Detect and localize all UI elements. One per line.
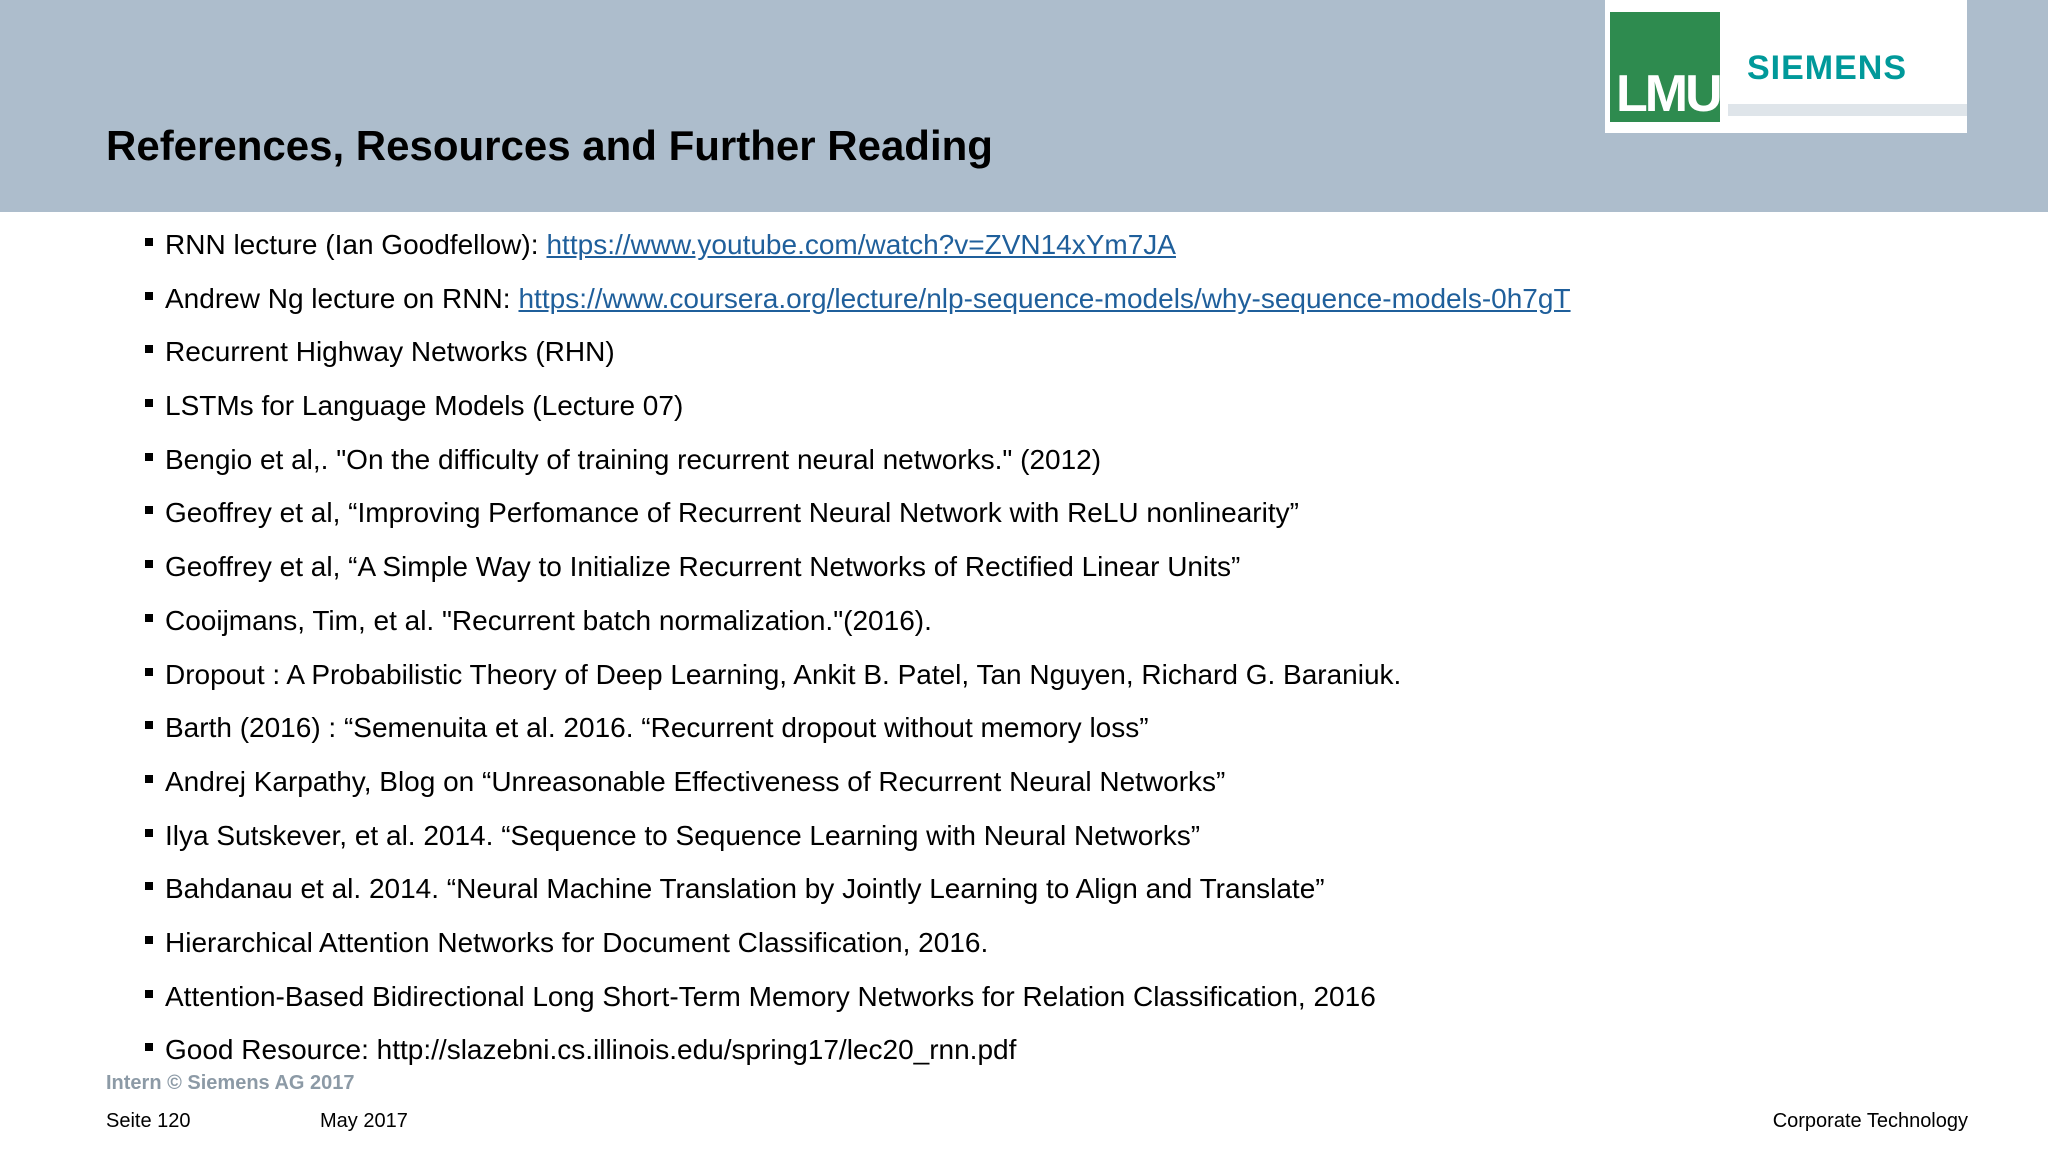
bullet-icon <box>145 936 153 944</box>
footer-date: May 2017 <box>320 1110 408 1132</box>
siemens-logo: SIEMENS <box>1747 49 1908 87</box>
coursera-link[interactable]: https://www.coursera.org/lecture/nlp-sequence-models/why-sequence-models-0h7gT <box>518 282 1571 314</box>
reference-text: Recurrent Highway Networks (RHN) <box>165 336 615 368</box>
bullet-icon <box>145 882 153 890</box>
list-item <box>145 544 1571 598</box>
lmu-logo-text: LMU <box>1616 65 1720 123</box>
logo-divider <box>1728 104 1967 116</box>
list-item <box>145 813 1571 867</box>
bullet-icon <box>145 453 153 461</box>
list-item <box>145 329 1571 383</box>
reference-list <box>145 222 1571 1081</box>
reference-text: Andrej Karpathy, Blog on “Unreasonable Effectiveness of Recurrent Neural Networks” <box>165 765 1226 797</box>
reference-text: LSTMs for Language Models (Lecture 07) <box>165 390 684 422</box>
reference-text: Good Resource: http://slazebni.cs.illinois.edu/spring17/lec20_rnn.pdf <box>165 1034 1017 1066</box>
list-item <box>145 652 1571 706</box>
list-item <box>145 866 1571 920</box>
reference-text: Geoffrey et al, “A Simple Way to Initialize Recurrent Networks of Rectified Linear Units” <box>165 551 1241 583</box>
footer-page-number: Seite 120 <box>106 1110 191 1132</box>
reference-text: Andrew Ng lecture on RNN: <box>165 282 511 314</box>
bullet-icon <box>145 668 153 676</box>
reference-text: Attention-Based Bidirectional Long Short-Term Memory Networks for Relation Classification, 2016 <box>165 980 1376 1012</box>
list-item <box>145 276 1571 330</box>
footer-copyright: Intern © Siemens AG 2017 <box>106 1072 355 1094</box>
reference-text: Bengio et al,. "On the difficulty of training recurrent neural networks." (2012) <box>165 443 1102 475</box>
list-item <box>145 222 1571 276</box>
bullet-icon <box>145 1043 153 1051</box>
bullet-icon <box>145 506 153 514</box>
list-item <box>145 759 1571 813</box>
reference-text: Bahdanau et al. 2014. “Neural Machine Translation by Jointly Learning to Align and Translate” <box>165 873 1325 905</box>
bullet-icon <box>145 721 153 729</box>
reference-text: RNN lecture (Ian Goodfellow): <box>165 229 539 260</box>
bullet-icon <box>145 829 153 837</box>
list-item <box>145 383 1571 437</box>
reference-text: Barth (2016) : “Semenuita et al. 2016. “Recurrent dropout without memory loss” <box>165 712 1149 744</box>
list-item <box>145 598 1571 652</box>
bullet-icon <box>145 614 153 622</box>
reference-text: Cooijmans, Tim, et al. "Recurrent batch normalization."(2016). <box>165 604 932 636</box>
reference-text: Hierarchical Attention Networks for Document Classification, 2016. <box>165 926 989 958</box>
reference-text: Dropout : A Probabilistic Theory of Deep Learning, Ankit B. Patel, Tan Nguyen, Richard G. Baraniuk. <box>165 658 1402 690</box>
bullet-icon <box>145 399 153 407</box>
list-item <box>145 920 1571 974</box>
reference-text: Geoffrey et al, “Improving Perfomance of Recurrent Neural Network with ReLU nonlinearity” <box>165 497 1299 529</box>
bullet-icon <box>145 292 153 300</box>
footer-department: Corporate Technology <box>1772 1110 1968 1132</box>
list-item <box>145 974 1571 1028</box>
reference-text: Ilya Sutskever, et al. 2014. “Sequence to Sequence Learning with Neural Networks” <box>165 819 1201 851</box>
bullet-icon <box>145 990 153 998</box>
list-item <box>145 1027 1571 1081</box>
bullet-icon <box>145 238 153 246</box>
bullet-icon <box>145 345 153 353</box>
slide-title: References, Resources and Further Reading <box>106 122 993 169</box>
bullet-icon <box>145 560 153 568</box>
youtube-link[interactable]: https://www.youtube.com/watch?v=ZVN14xYm7JA <box>546 229 1176 260</box>
bullet-icon <box>145 775 153 783</box>
lmu-logo <box>1610 12 1720 122</box>
list-item <box>145 437 1571 491</box>
list-item <box>145 490 1571 544</box>
list-item <box>145 705 1571 759</box>
